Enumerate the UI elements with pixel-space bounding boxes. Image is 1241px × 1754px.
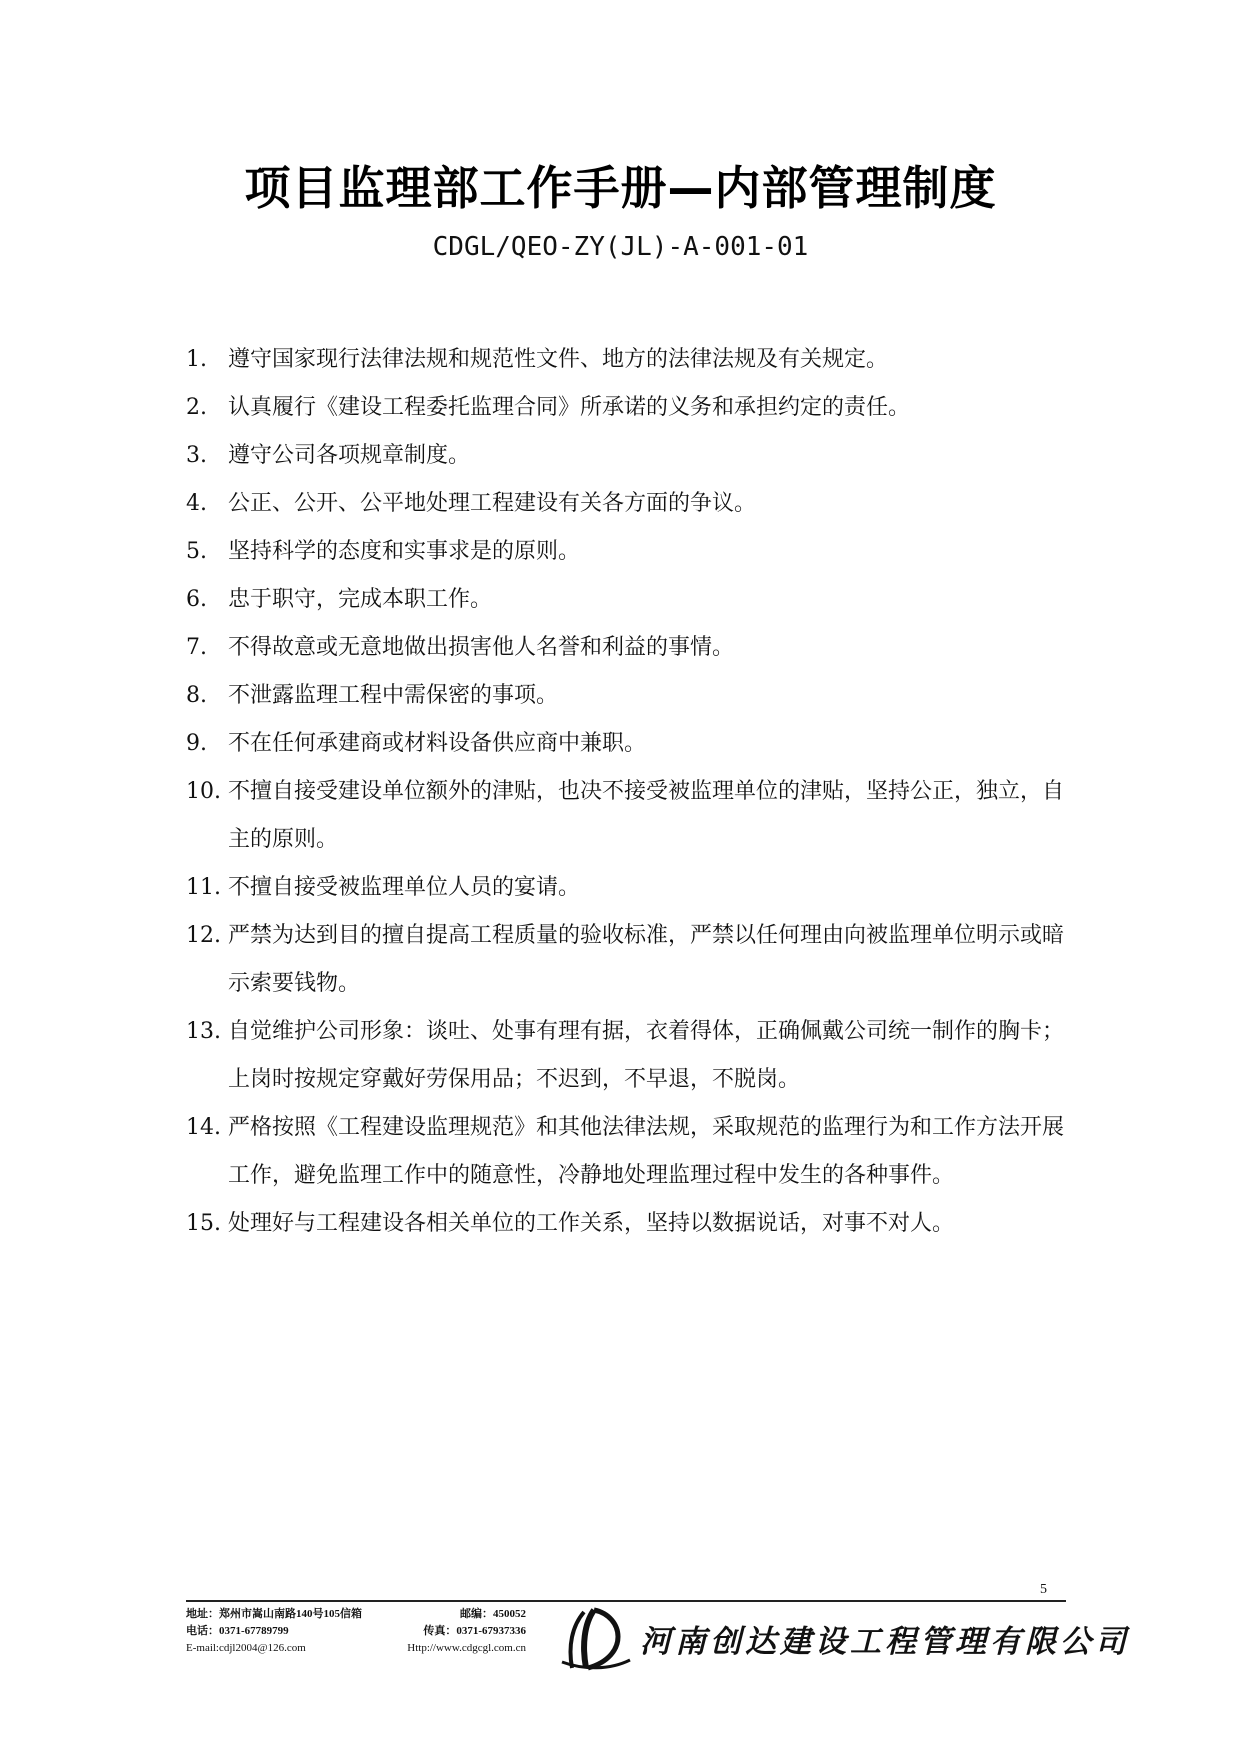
- company-fax: 传真：0371-67937336: [423, 1625, 526, 1637]
- rule-number: 13.: [186, 1019, 221, 1044]
- company-email: E-mail:cdjl2004@126.com: [186, 1642, 306, 1654]
- rule-text: 严禁为达到目的擅自提高工程质量的验收标准，严禁以任何理由向被监理单位明示或暗示索要钱物。: [228, 923, 1065, 996]
- company-website: Http://www.cdgcgl.com.cn: [407, 1642, 526, 1654]
- list-item: [186, 1008, 1066, 1104]
- rule-number: 7.: [186, 635, 207, 660]
- document-code: CDGL/QEO-ZY(JL)-A-001-01: [432, 232, 809, 262]
- rule-number: 3.: [186, 443, 207, 468]
- footer-divider: [186, 1600, 1066, 1602]
- rule-number: 8.: [186, 683, 207, 708]
- list-item: [186, 528, 1066, 576]
- list-item: [186, 624, 1066, 672]
- company-phone: 电话：0371-67789799: [186, 1625, 289, 1637]
- rule-number: 4.: [186, 491, 207, 516]
- rule-number: 2.: [186, 395, 207, 420]
- page-footer: [186, 1606, 1130, 1676]
- rules-list: [186, 336, 1066, 1248]
- list-item: [186, 1104, 1066, 1200]
- list-item: [186, 1200, 1066, 1248]
- rule-number: 5.: [186, 539, 207, 564]
- list-item: [186, 336, 1066, 384]
- document-title: 项目监理部工作手册—内部管理制度: [244, 161, 997, 215]
- list-item: [186, 480, 1066, 528]
- rule-number: 6.: [186, 587, 207, 612]
- rule-text: 不泄露监理工程中需保密的事项。: [228, 683, 559, 708]
- company-address: 地址：郑州市嵩山南路140号105信箱: [186, 1608, 362, 1620]
- rule-number: 11.: [186, 875, 221, 900]
- list-item: [186, 864, 1066, 912]
- rule-text: 公正、公开、公平地处理工程建设有关各方面的争议。: [228, 491, 757, 516]
- list-item: [186, 768, 1066, 864]
- rule-text: 严格按照《工程建设监理规范》和其他法律法规，采取规范的监理行为和工作方法开展工作，避免监理工作中的随意性，冷静地处理监理过程中发生的各种事件。: [228, 1115, 1065, 1188]
- rule-text: 不擅自接受被监理单位人员的宴请。: [228, 875, 581, 900]
- company-contact: [186, 1606, 526, 1657]
- rule-text: 处理好与工程建设各相关单位的工作关系，坚持以数据说话，对事不对人。: [228, 1211, 955, 1236]
- list-item: [186, 432, 1066, 480]
- company-postcode: 邮编：450052: [460, 1608, 526, 1620]
- rule-text: 不在任何承建商或材料设备供应商中兼职。: [228, 731, 647, 756]
- rule-number: 15.: [186, 1211, 221, 1236]
- rule-text: 不擅自接受建设单位额外的津贴，也决不接受被监理单位的津贴，坚持公正，独立，自主的原则。: [228, 779, 1065, 852]
- list-item: [186, 720, 1066, 768]
- rule-text: 认真履行《建设工程委托监理合同》所承诺的义务和承担约定的责任。: [228, 395, 911, 420]
- list-item: [186, 384, 1066, 432]
- rule-number: 1.: [186, 347, 207, 372]
- rule-text: 自觉维护公司形象：谈吐、处事有理有据，衣着得体，正确佩戴公司统一制作的胸卡；上岗时按规定穿戴好劳保用品；不迟到，不早退，不脱岗。: [228, 1019, 1065, 1092]
- rule-text: 不得故意或无意地做出损害他人名誉和利益的事情。: [228, 635, 735, 660]
- company-name: 河南创达建设工程管理有限公司: [640, 1624, 1130, 1660]
- list-item: [186, 672, 1066, 720]
- rule-number: 10.: [186, 779, 221, 804]
- page-number: 5: [1040, 1582, 1047, 1597]
- rule-text: 忠于职守，完成本职工作。: [228, 587, 493, 612]
- rule-text: 坚持科学的态度和实事求是的原则。: [228, 539, 581, 564]
- rule-number: 12.: [186, 923, 221, 948]
- company-logo-icon: [554, 1606, 634, 1672]
- list-item: [186, 576, 1066, 624]
- rule-text: 遵守公司各项规章制度。: [228, 443, 471, 468]
- rule-number: 9.: [186, 731, 207, 756]
- rule-number: 14.: [186, 1115, 221, 1140]
- list-item: [186, 912, 1066, 1008]
- rule-text: 遵守国家现行法律法规和规范性文件、地方的法律法规及有关规定。: [228, 347, 889, 372]
